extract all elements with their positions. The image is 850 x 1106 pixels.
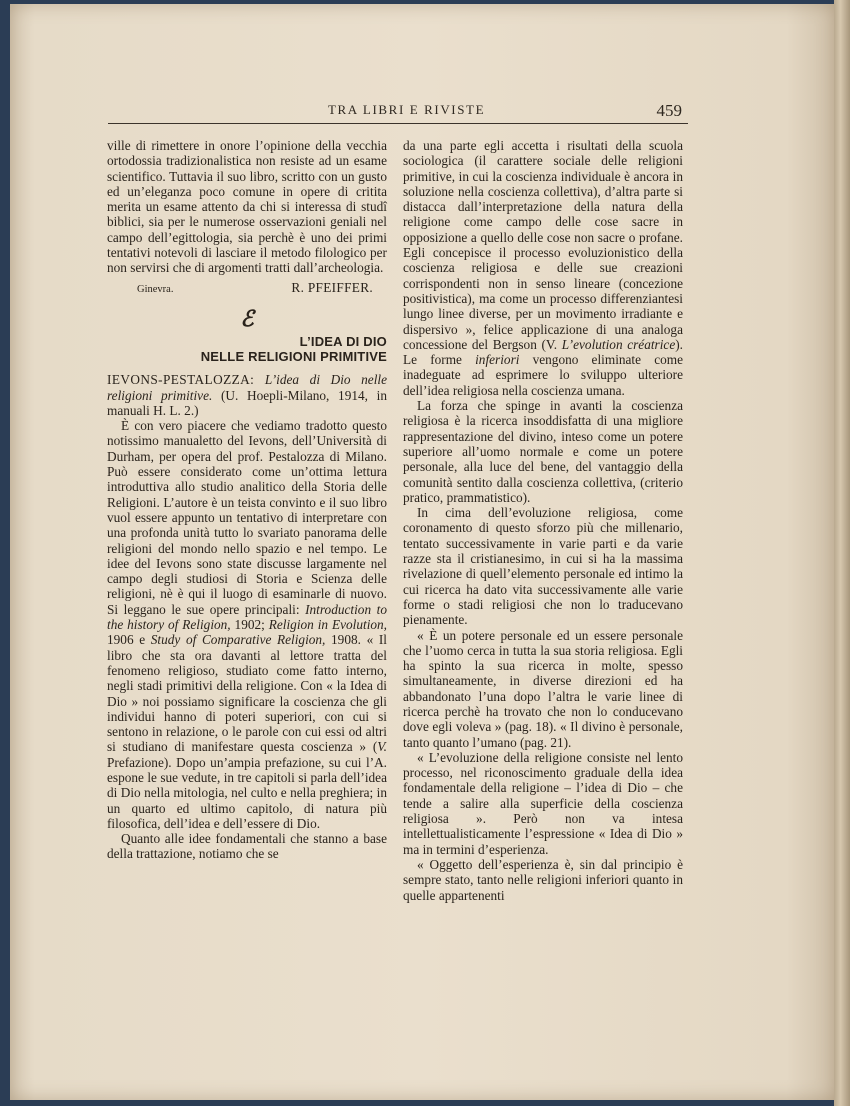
reference-title: L’idea di Dio nelle religioni primitive. — [107, 372, 387, 403]
section-title — [107, 334, 387, 364]
page-edge — [834, 0, 850, 1106]
signature-author: R. PFEIFFER. — [291, 279, 373, 295]
section-title-line-1: L’IDEA DI DIO — [299, 334, 387, 350]
review-signature — [107, 280, 387, 297]
left-column — [107, 138, 387, 862]
reference-publisher: (U. Hoepli-Milano, 1914, in manuali H. L. 2.) — [107, 387, 387, 418]
right-paragraph-1: da una parte egli accetta i risultati della scuola sociologica (il carattere sociale delle religioni primitive, in cui la coscienza individuale è ancora in soluzione nella coscienza collettiva), d’altra parte si distacca dall’interpretazione della natura della religione come campo delle cose sacre in opposizione a quello delle cose non sacre o profane. Egli concepisce il processo evoluzionistico della coscienza religiosa e delle sue creazioni corrispondenti non in senso lineare (concezione positivistica), ma come un processo differenziantesi lungo linee diverse, per un movimento irradiante e dispersivo », felice applicazione di una analoga concessione del Bergson (V. L’evolution créatrice). Le forme inferiori vengono eliminate come inadeguate ad esprimere lo sviluppo ulteriore dell’idea religiosa nella coscienza umana. — [403, 138, 683, 398]
ornament-icon: ℰ — [240, 305, 254, 331]
review-paragraph-1: È con vero piacere che vediamo tradotto questo notissimo manualetto del Ievons, dell’Università di Durham, per opera del prof. Pestalozza di Milano. Può essere considerato come un’ottima lettura introduttiva allo studio analitico della Storia delle Religioni. L’autore è un teista convinto e il suo libro vuol essere appunto un tentativo di interpretare con una profonda unità tutto lo svariato panorama delle religioni del mondo nello spazio e nel tempo. Le idee del Ievons sono state discusse largamente nel campo degli studiosi di Storia e Scienza delle religioni, nè è qui il luogo di esaminarle di nuovo. Si leggano le sue opere principali: Introduction to the history of Religion, 1902; Religion in Evolution, 1906 e Study of Comparative Religion, 1908. « Il libro che sta ora davanti al lettore tratta del fenomeno religioso, studiato come fatto interno, negli stadi primitivi della religione. Con « la Idea di Dio » noi possiamo significare la coscienza che gli individui hanno di poteri superiori, con cui si sentono in relazione, o le parole con cui essi od altri si studiano di manifestare questa coscienza » (V. Prefazione). Dopo un’ampia prefazione, su cui l’A. espone le sue vedute, in tre capitoli si parla dell’idea di Dio nella mitologia, nel culto e nella preghiera; in un quarto ed ultimo capitolo, di natura più filosofica, dell’idea e dell’essere di Dio. — [107, 418, 388, 831]
page-number: 459 — [656, 101, 682, 120]
running-title: TRA LIBRI E RIVISTE — [328, 102, 486, 117]
signature-place: Ginevra. — [137, 283, 174, 295]
book-reference — [107, 372, 387, 418]
right-paragraph-5: « L’evoluzione della religione consiste nel lento processo, nel riconoscimento graduale della idea fondamentale della religione – l’idea di Dio – che tende a salire alla superficie della coscienza religiosa ». Però non va intesa intellettualisticamente l’espressione « Idea di Dio » ma in termini d’esperienza. — [403, 749, 683, 857]
review-paragraph-2: Quanto alle idee fondamentali che stanno a base della trattazione, notiamo che se — [107, 831, 387, 862]
right-paragraph-2: La forza che spinge in avanti la coscienza religiosa è la ricerca insoddisfatta di una migliore rappresentazione del divino, inteso come un potere superiore all’uomo normale e come un potere personale, alla luce del bene, del vantaggio della comunità sentito dalla coscienza collettiva, (criterio pratico, prammatistico). — [403, 398, 683, 505]
section-title-line-2: NELLE RELIGIONI PRIMITIVE — [200, 349, 387, 365]
running-head — [108, 97, 688, 124]
reference-author: IEVONS-PESTALOZZA: — [107, 372, 255, 388]
right-paragraph-4: « È un potere personale ed un essere personale che l’uomo cerca in tutta la sua storia religiosa. Egli ha spinto la sua ricerca in molte, spesso simultaneamente, in diverse direzioni ed ha abbandonato l’una dopo l’altra le varie linee di ricerca perchè ha trovato che non lo conducevano dove egli voleva » (pag. 18). « Il divino è personale, tanto quanto l’umano (pag. 21). — [403, 627, 683, 750]
paragraph-continued: ville di rimettere in onore l’opinione della vecchia ortodossia tradizionalistica non resiste ad un esame scientifico. Tuttavia il suo libro, scritto con un gusto ed un’eleganza poco comune in opere di critita merita un esame attento da chi si interessa di studî biblici, sia per le numerose osservazioni geniali nel campo dell’egittologia, sia perchè è uno dei primi tentativi notevoli di lasciare il metodo filologico per non servirsi che di argomenti tratti dall’archeologia. — [107, 138, 387, 276]
right-paragraph-6: « Oggetto dell’esperienza è, sin dal principio è sempre stato, tanto nelle religioni inferiori quanto in quelle appartenenti — [403, 856, 683, 903]
right-paragraph-3: In cima dell’evoluzione religiosa, come coronamento di questo sforzo più che millenario, tentato successivamente in varie parti e da varie razze sta il cristianesimo, in cui si ha la massima rivelazione di quell’elemento personale ed intimo la cui ricerca ha dato vita successivamente alle varie forme o stadi religiosi che non lo traducevano pienamente. — [403, 505, 683, 628]
right-column — [403, 138, 683, 903]
